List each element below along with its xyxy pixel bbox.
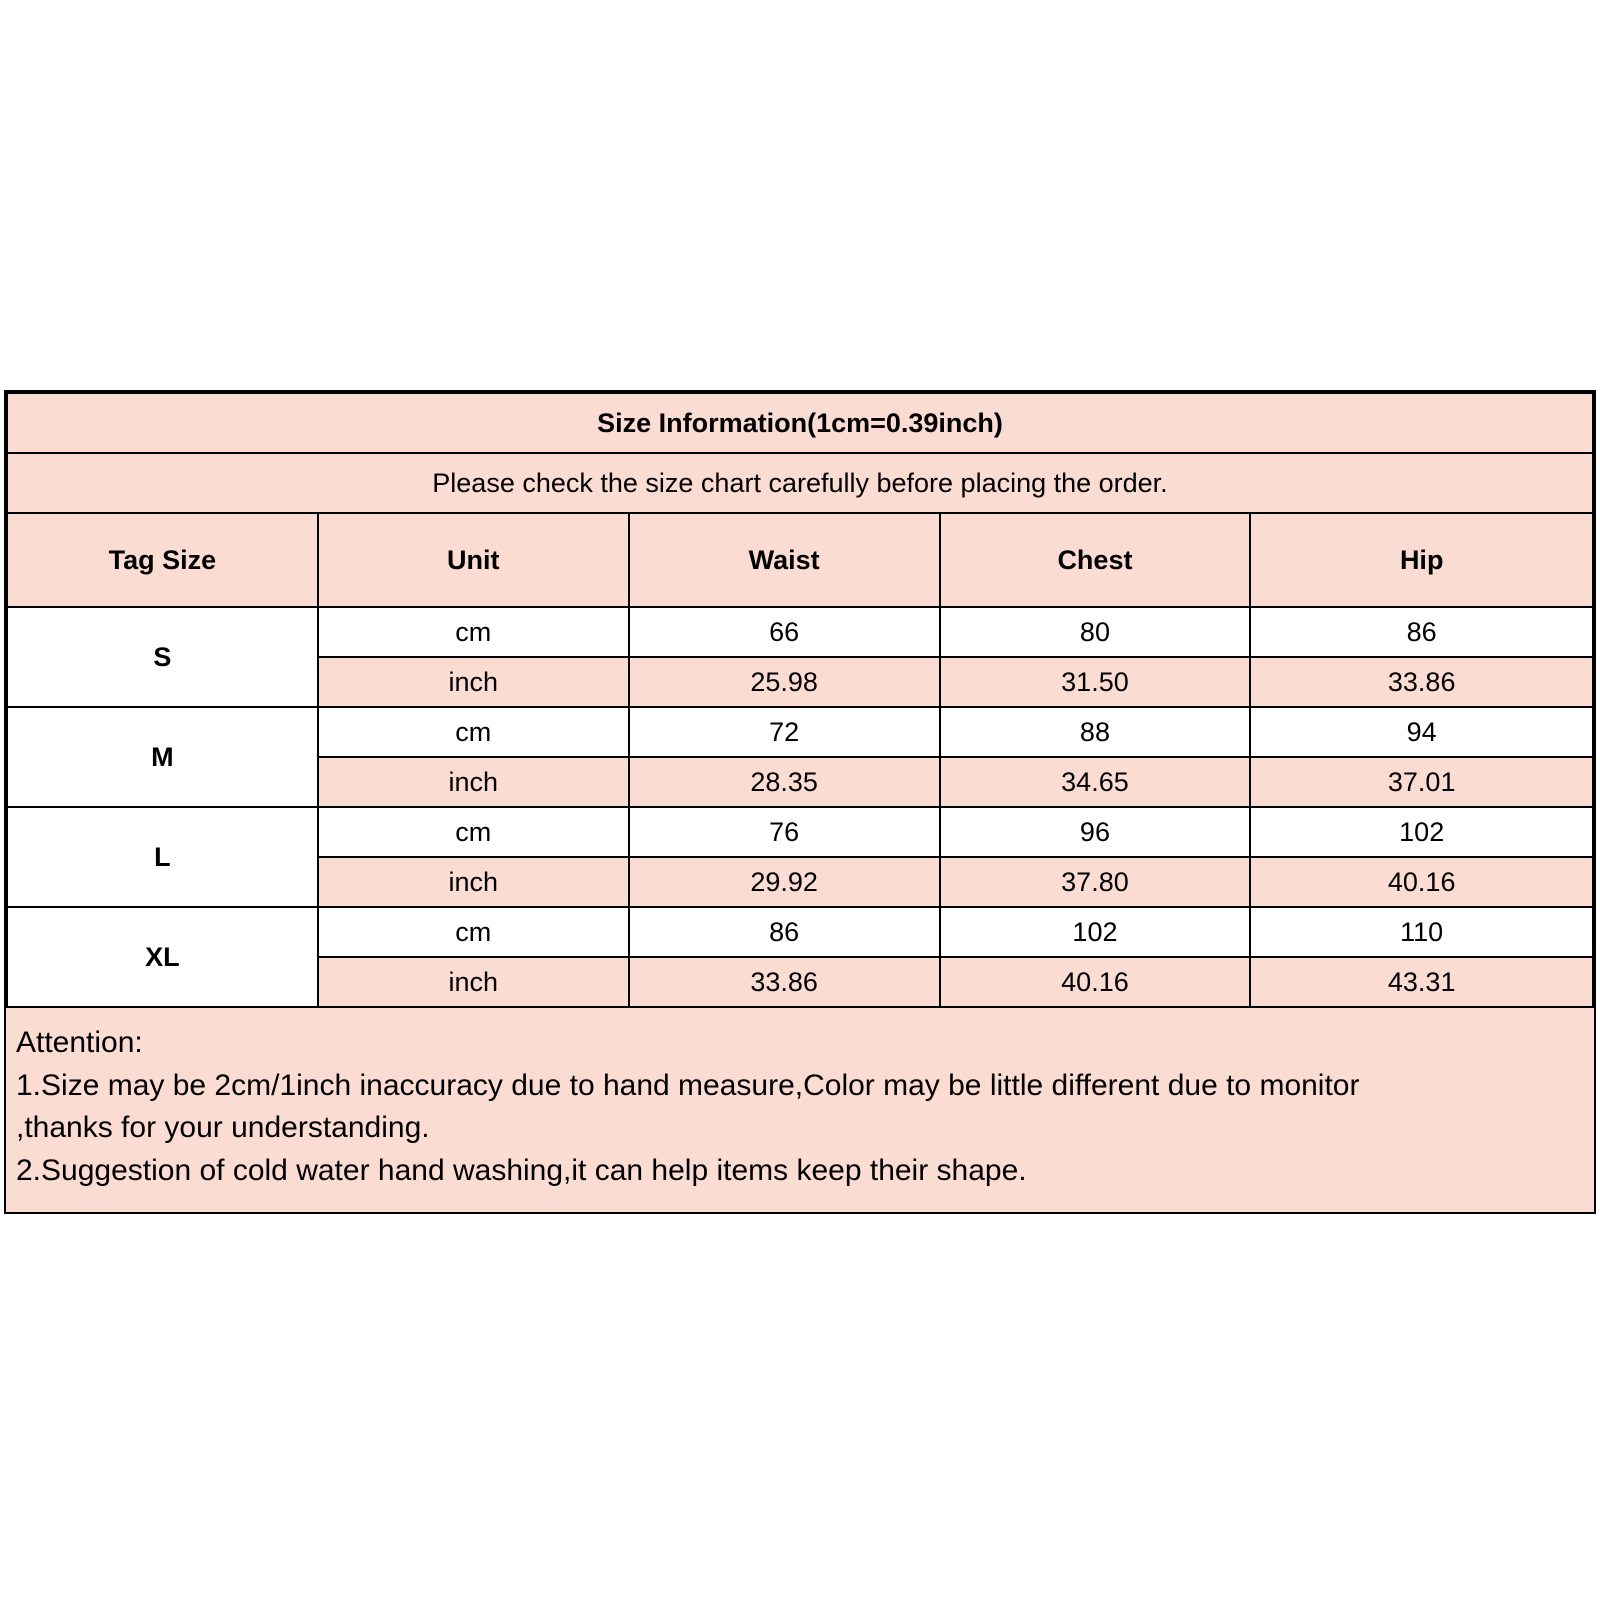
table-header-row: [7, 513, 1593, 607]
header-waist: Waist: [629, 513, 940, 607]
table-row: [7, 807, 1593, 857]
table-row: [7, 907, 1593, 957]
header-hip: Hip: [1250, 513, 1593, 607]
size-chart-panel: [4, 390, 1596, 1214]
waist-cm-value: 76: [629, 807, 940, 857]
chart-title: Size Information(1cm=0.39inch): [7, 393, 1593, 453]
table-subtitle-row: [7, 453, 1593, 513]
unit-inch-label: inch: [318, 957, 629, 1007]
unit-inch-label: inch: [318, 857, 629, 907]
chest-inch-value: 31.50: [940, 657, 1251, 707]
attention-block: [6, 1008, 1594, 1212]
unit-inch-label: inch: [318, 657, 629, 707]
chest-cm-value: 88: [940, 707, 1251, 757]
waist-inch-value: 25.98: [629, 657, 940, 707]
chest-inch-value: 40.16: [940, 957, 1251, 1007]
unit-cm-label: cm: [318, 607, 629, 657]
hip-cm-value: 102: [1250, 807, 1593, 857]
attention-line-3: 2.Suggestion of cold water hand washing,it can help items keep their shape.: [16, 1153, 1027, 1187]
hip-cm-value: 110: [1250, 907, 1593, 957]
hip-cm-value: 86: [1250, 607, 1593, 657]
waist-cm-value: 66: [629, 607, 940, 657]
chart-subtitle: Please check the size chart carefully before placing the order.: [7, 453, 1593, 513]
waist-cm-value: 72: [629, 707, 940, 757]
hip-inch-value: 43.31: [1250, 957, 1593, 1007]
unit-cm-label: cm: [318, 907, 629, 957]
tag-size-value: M: [7, 707, 318, 807]
tag-size-value: XL: [7, 907, 318, 1007]
attention-line-2: ,thanks for your understanding.: [16, 1111, 430, 1145]
table-row: [7, 707, 1593, 757]
hip-cm-value: 94: [1250, 707, 1593, 757]
waist-inch-value: 28.35: [629, 757, 940, 807]
attention-line-1: 1.Size may be 2cm/1inch inaccuracy due to hand measure,Color may be little different due to monitor: [16, 1068, 1360, 1102]
hip-inch-value: 37.01: [1250, 757, 1593, 807]
waist-cm-value: 86: [629, 907, 940, 957]
unit-inch-label: inch: [318, 757, 629, 807]
header-unit: Unit: [318, 513, 629, 607]
tag-size-value: S: [7, 607, 318, 707]
header-chest: Chest: [940, 513, 1251, 607]
table-row: [7, 607, 1593, 657]
unit-cm-label: cm: [318, 807, 629, 857]
hip-inch-value: 40.16: [1250, 857, 1593, 907]
chest-cm-value: 102: [940, 907, 1251, 957]
tag-size-value: L: [7, 807, 318, 907]
table-title-row: [7, 393, 1593, 453]
attention-heading: Attention:: [16, 1026, 143, 1059]
waist-inch-value: 33.86: [629, 957, 940, 1007]
chest-cm-value: 80: [940, 607, 1251, 657]
chest-inch-value: 37.80: [940, 857, 1251, 907]
waist-inch-value: 29.92: [629, 857, 940, 907]
hip-inch-value: 33.86: [1250, 657, 1593, 707]
size-chart-table: [6, 392, 1594, 1008]
unit-cm-label: cm: [318, 707, 629, 757]
header-tag-size: Tag Size: [7, 513, 318, 607]
chest-inch-value: 34.65: [940, 757, 1251, 807]
chest-cm-value: 96: [940, 807, 1251, 857]
